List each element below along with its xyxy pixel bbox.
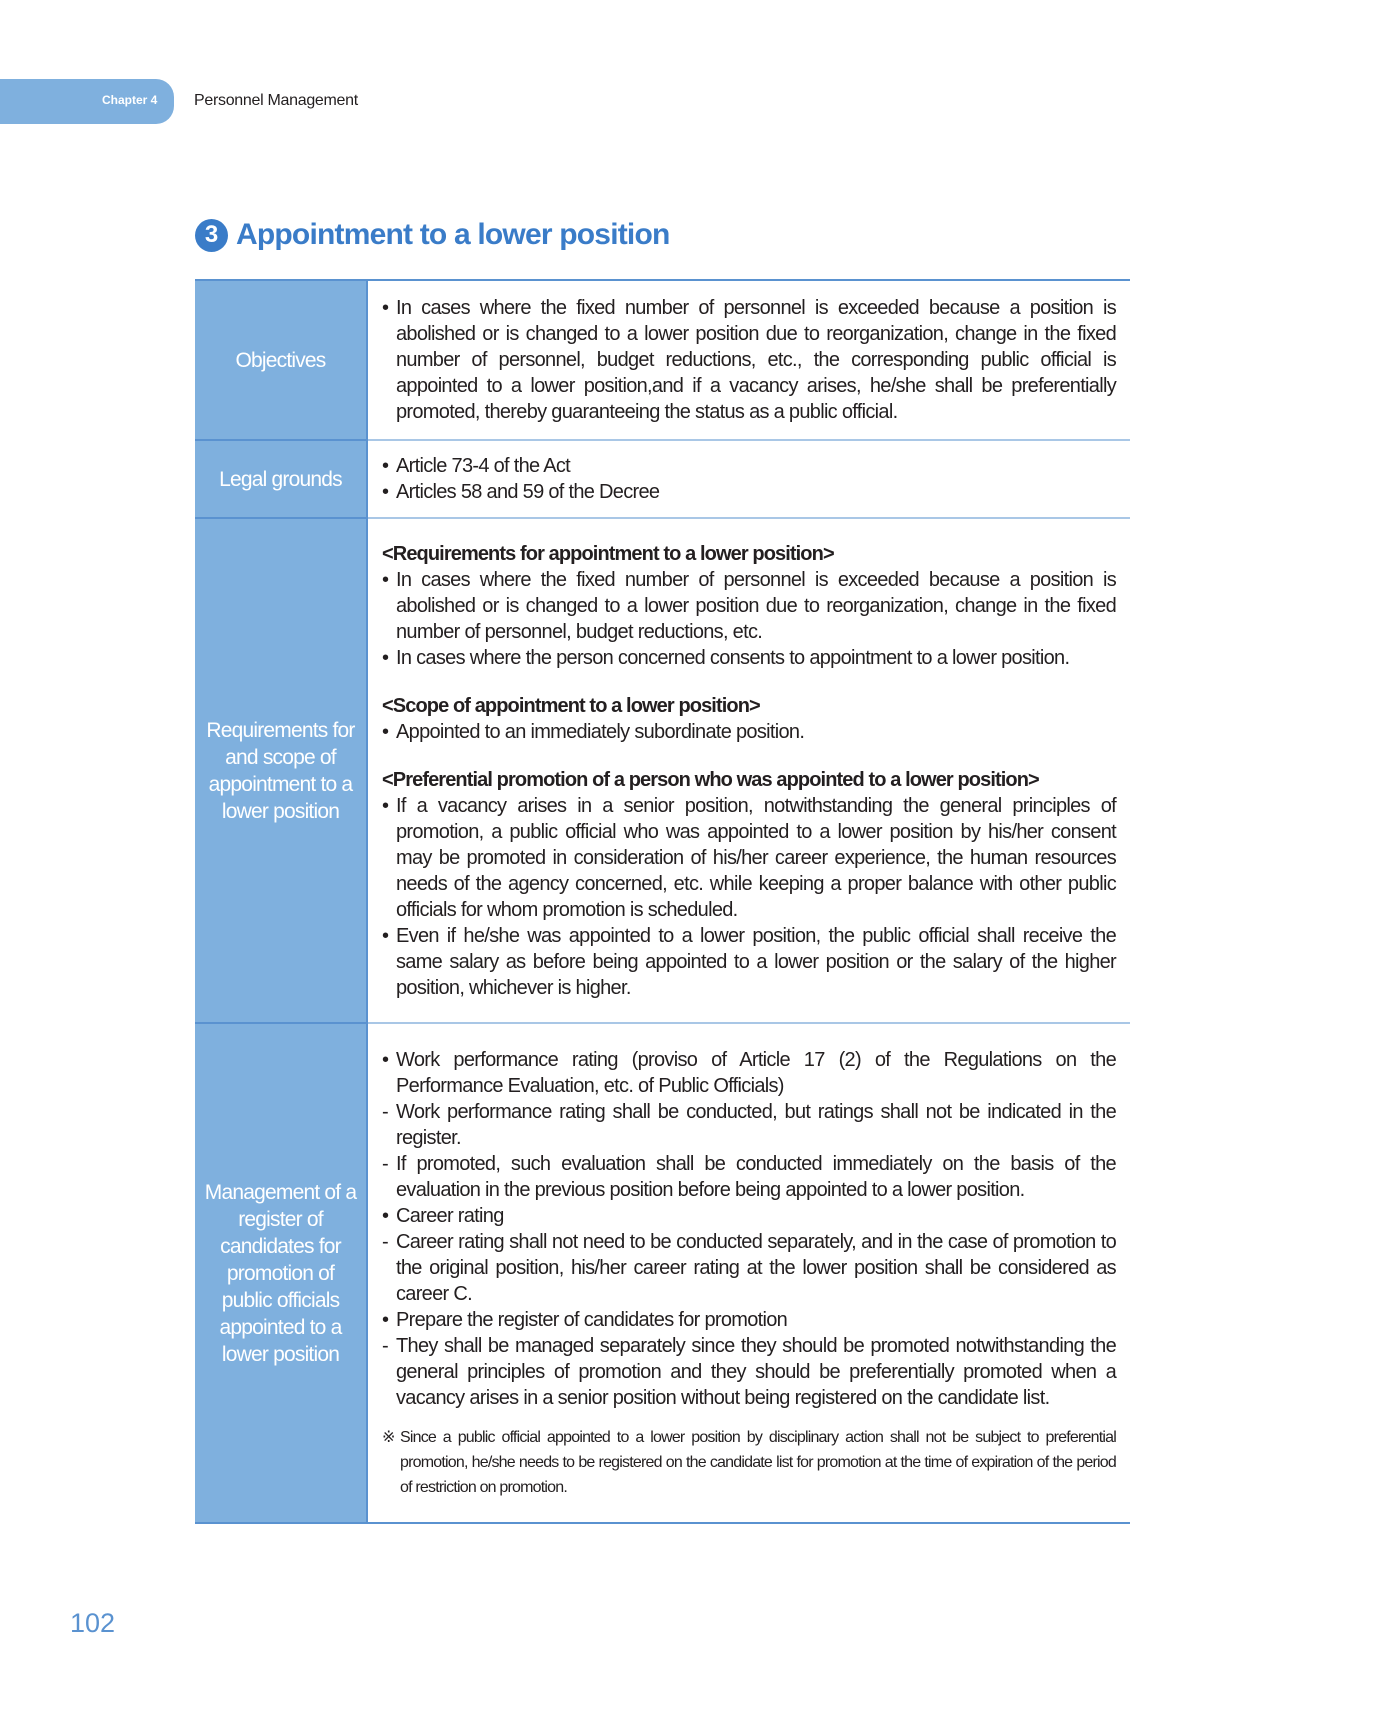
note-text: Since a public official appointed to a lower position by disciplinary action shall not be subject to preferential promotion, he/she needs to be registered on the candidate list for promotion at the time of expiration of the period of restriction on promotion. (400, 1428, 1116, 1496)
list-item (382, 295, 1116, 425)
body-requirements (367, 518, 1130, 1023)
list-item (382, 479, 1116, 505)
section-title: Appointment to a lower position (236, 218, 670, 251)
running-title: Personnel Management (194, 92, 358, 109)
list-item (382, 1047, 1116, 1099)
subheading: <Preferential promotion of a person who was appointed to a lower position> (382, 768, 1039, 791)
body-management (367, 1023, 1130, 1523)
item-text: In cases where the fixed number of personnel is exceeded because a position is abolished or is changed to a lower position due to reorganization, change in the fixed number of personnel, budget reductions, etc. (396, 568, 1116, 643)
item-text: If a vacancy arises in a senior position, notwithstanding the general principles of promotion, a public official who was appointed to a lower position by his/her consent may be promoted in consideration of his/her career experience, the human resources needs of the agency concerned, etc. while keeping a proper balance with other public officials for whom promotion is scheduled. (396, 794, 1116, 921)
chapter-label: Chapter 4 (102, 93, 158, 107)
list-item (382, 1229, 1116, 1307)
item-text: Article 73-4 of the Act (396, 455, 570, 477)
bullet-marker: • (382, 455, 389, 477)
row-legal-grounds (195, 440, 1130, 518)
section-heading (195, 218, 670, 252)
item-text: Articles 58 and 59 of the Decree (396, 481, 660, 503)
list-item (382, 1333, 1116, 1411)
subheading: <Scope of appointment to a lower position> (382, 694, 760, 717)
item-text: In cases where the fixed number of personnel is exceeded because a position is abolished or is changed to a lower position due to reorganization, change in the fixed number of personnel, budget reductions, etc., the corresponding public official is appointed to a lower position,and if a vacancy arises, he/she shall be preferentially promoted, thereby guaranteeing the status as a public official. (396, 297, 1116, 423)
item-text: Career rating (396, 1204, 504, 1227)
chapter-tab (0, 79, 174, 124)
bullet-marker: • (382, 720, 389, 743)
bullet-marker: • (382, 924, 389, 947)
item-text: Appointed to an immediately subordinate position. (396, 720, 805, 743)
bullet-marker: • (382, 297, 389, 319)
page-number: 102 (70, 1608, 116, 1638)
dash-marker: - (382, 1100, 388, 1123)
list-item (382, 1099, 1116, 1151)
item-text: In cases where the person concerned consents to appointment to a lower position. (396, 646, 1070, 669)
item-text: Prepare the register of candidates for promotion (396, 1308, 788, 1331)
dash-marker: - (382, 1334, 388, 1357)
list-item (382, 793, 1116, 923)
bullet-marker: • (382, 481, 389, 503)
list-item (382, 453, 1116, 479)
list-item (382, 923, 1116, 1001)
row-objectives (195, 280, 1130, 440)
item-text: Work performance rating (proviso of Article 17 (2) of the Regulations on the Performance Evaluation, etc. of Public Officials) (396, 1048, 1116, 1097)
subheading: <Requirements for appointment to a lower position> (382, 542, 834, 565)
dash-marker: - (382, 1230, 388, 1253)
bullet-marker: • (382, 568, 389, 591)
list-item (382, 1307, 1116, 1333)
footnote (382, 1425, 1116, 1500)
item-text: Work performance rating shall be conducted, but ratings shall not be indicated in the register. (396, 1100, 1116, 1149)
bullet-marker: • (382, 646, 389, 669)
bullet-marker: • (382, 1204, 389, 1227)
list-item (382, 719, 1116, 745)
label-legal-grounds: Legal grounds (195, 440, 367, 518)
list-item (382, 567, 1116, 645)
bullet-marker: • (382, 794, 389, 817)
item-text: Career rating shall not need to be conducted separately, and in the case of promotion to the original position, his/her career rating at the lower position shall be considered as career C. (396, 1230, 1116, 1305)
item-text: They shall be managed separately since they should be promoted notwithstanding the general principles of promotion and they should be preferentially promoted when a vacancy arises in a senior position without being registered on the candidate list. (396, 1334, 1116, 1409)
bullet-marker: • (382, 1308, 389, 1331)
label-requirements: Requirements for and scope of appointment to a lower position (195, 518, 367, 1023)
dash-marker: - (382, 1152, 388, 1175)
section-number-badge: 3 (195, 219, 228, 252)
list-item (382, 645, 1116, 671)
label-management: Management of a register of candidates for promotion of public officials appointed to a lower position (195, 1023, 367, 1523)
row-requirements (195, 518, 1130, 1023)
item-text: Even if he/she was appointed to a lower position, the public official shall receive the same salary as before being appointed to a lower position or the salary of the higher position, whichever is higher. (396, 924, 1116, 999)
bullet-marker: • (382, 1048, 389, 1071)
body-legal-grounds (367, 440, 1130, 518)
item-text: If promoted, such evaluation shall be conducted immediately on the basis of the evaluation in the previous position before being appointed to a lower position. (396, 1152, 1116, 1201)
label-objectives: Objectives (195, 280, 367, 440)
appointment-table (195, 279, 1130, 1524)
list-item (382, 1151, 1116, 1203)
list-item (382, 1203, 1116, 1229)
body-objectives (367, 280, 1130, 440)
note-marker: ※ (382, 1428, 395, 1446)
row-management (195, 1023, 1130, 1523)
